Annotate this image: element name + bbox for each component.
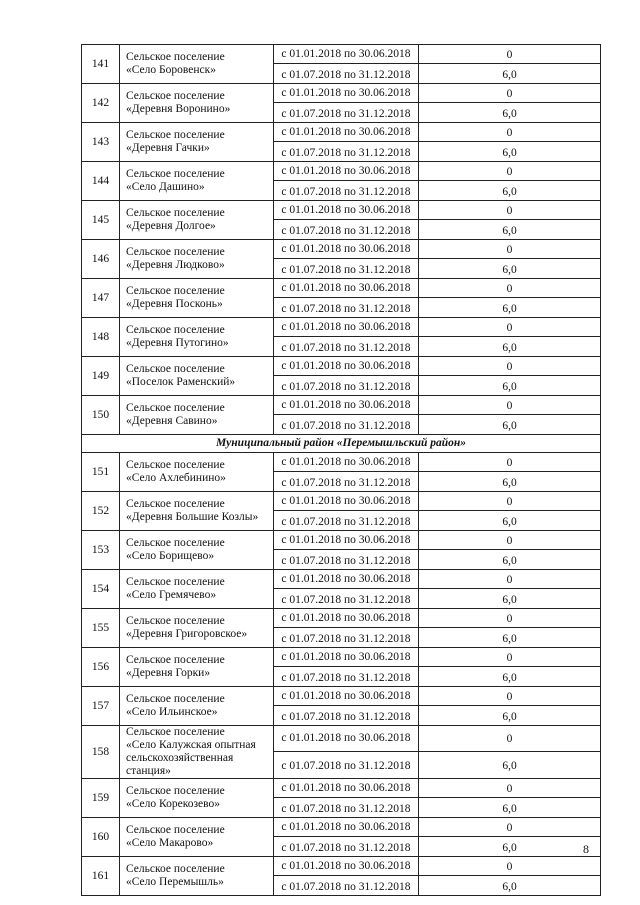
settlement-name-line: Сельское поселение — [126, 168, 225, 180]
period-cell: с 01.01.2018 по 30.06.2018 — [274, 123, 419, 142]
period-cell: с 01.01.2018 по 30.06.2018 — [274, 396, 419, 415]
settlement-name-line: Сельское поселение — [126, 324, 225, 336]
settlement-name-line: «Деревня Воронино» — [126, 103, 231, 115]
settlement-name-line: «Село Калужская опытная — [126, 739, 256, 751]
rate-value-cell: 6,0 — [419, 589, 601, 609]
rates-table — [81, 44, 601, 896]
table-row — [82, 857, 601, 876]
table-row — [82, 240, 601, 259]
table-row — [82, 45, 601, 64]
rate-value-cell: 0 — [419, 531, 601, 550]
row-number: 141 — [82, 45, 120, 84]
settlement-name-line: «Село Боровенск» — [126, 64, 216, 76]
row-number: 158 — [82, 726, 120, 779]
rate-value-cell: 0 — [419, 240, 601, 259]
period-cell: с 01.01.2018 по 30.06.2018 — [274, 570, 419, 589]
period-cell: с 01.01.2018 по 30.06.2018 — [274, 492, 419, 511]
rate-value-cell: 0 — [419, 857, 601, 876]
settlement-name-line: Сельское поселение — [126, 207, 225, 219]
table-row — [82, 726, 601, 752]
rate-value-cell: 6,0 — [419, 64, 601, 84]
rate-value-cell: 0 — [419, 123, 601, 142]
period-cell: с 01.01.2018 по 30.06.2018 — [274, 201, 419, 220]
period-cell: с 01.07.2018 по 31.12.2018 — [274, 667, 419, 687]
rate-value-cell: 0 — [419, 687, 601, 706]
settlement-name-line: Сельское поселение — [126, 402, 225, 414]
period-cell: с 01.01.2018 по 30.06.2018 — [274, 687, 419, 706]
rate-value-cell: 0 — [419, 609, 601, 628]
settlement-name — [120, 201, 274, 240]
table-row — [82, 570, 601, 589]
settlement-name-line: «Деревня Гачки» — [126, 142, 210, 154]
period-cell: с 01.01.2018 по 30.06.2018 — [274, 779, 419, 798]
settlement-name-line: «Деревня Посконь» — [126, 298, 223, 310]
table-row — [82, 453, 601, 472]
table-row — [82, 687, 601, 706]
rate-value-cell: 6,0 — [419, 798, 601, 818]
period-cell: с 01.07.2018 по 31.12.2018 — [274, 472, 419, 492]
period-cell: с 01.07.2018 по 31.12.2018 — [274, 103, 419, 123]
table-row — [82, 201, 601, 220]
rate-value-cell: 6,0 — [419, 103, 601, 123]
period-cell: с 01.07.2018 по 31.12.2018 — [274, 706, 419, 726]
settlement-name-line: Сельское поселение — [126, 576, 225, 588]
rate-value-cell: 0 — [419, 396, 601, 415]
table-row — [82, 396, 601, 415]
period-cell: с 01.07.2018 по 31.12.2018 — [274, 550, 419, 570]
period-cell: с 01.01.2018 по 30.06.2018 — [274, 240, 419, 259]
settlement-name — [120, 279, 274, 318]
rate-value-cell: 6,0 — [419, 550, 601, 570]
rate-value-cell: 6,0 — [419, 337, 601, 357]
rate-value-cell: 6,0 — [419, 706, 601, 726]
rate-value-cell: 6,0 — [419, 376, 601, 396]
settlement-name-line: Сельское поселение — [126, 654, 225, 666]
row-number: 144 — [82, 162, 120, 201]
section-header: Муниципальный район «Перемышльский район» — [82, 435, 601, 453]
settlement-name-line: Сельское поселение — [126, 285, 225, 297]
period-cell: с 01.01.2018 по 30.06.2018 — [274, 818, 419, 837]
period-cell: с 01.07.2018 по 31.12.2018 — [274, 837, 419, 857]
table-row — [82, 123, 601, 142]
period-cell: с 01.07.2018 по 31.12.2018 — [274, 798, 419, 818]
settlement-name-line: Сельское поселение — [126, 693, 225, 705]
period-cell: с 01.07.2018 по 31.12.2018 — [274, 220, 419, 240]
settlement-name — [120, 779, 274, 818]
settlement-name-line: «Деревня Савино» — [126, 415, 218, 427]
row-number: 145 — [82, 201, 120, 240]
table-row — [82, 818, 601, 837]
row-number: 153 — [82, 531, 120, 570]
settlement-name-line: Сельское поселение — [126, 363, 225, 375]
settlement-name-line: «Село Гремячево» — [126, 589, 217, 601]
table-row — [82, 531, 601, 550]
table-row — [82, 84, 601, 103]
period-cell: с 01.01.2018 по 30.06.2018 — [274, 453, 419, 472]
rate-value-cell: 6,0 — [419, 751, 601, 778]
settlement-name-line: «Село Дашино» — [126, 181, 205, 193]
settlement-name-line: Сельское поселение — [126, 246, 225, 258]
settlement-name-line: «Деревня Горки» — [126, 667, 211, 679]
table-row — [82, 162, 601, 181]
page-number: 8 — [583, 842, 589, 856]
rate-value-cell: 0 — [419, 570, 601, 589]
row-number: 142 — [82, 84, 120, 123]
settlement-name — [120, 240, 274, 279]
period-cell: с 01.01.2018 по 30.06.2018 — [274, 609, 419, 628]
rate-value-cell: 0 — [419, 201, 601, 220]
row-number: 157 — [82, 687, 120, 726]
period-cell: с 01.01.2018 по 30.06.2018 — [274, 726, 419, 752]
settlement-name — [120, 45, 274, 84]
rate-value-cell: 0 — [419, 492, 601, 511]
settlement-name-line: «Село Макарово» — [126, 837, 214, 849]
settlement-name — [120, 570, 274, 609]
row-number: 152 — [82, 492, 120, 531]
settlement-name-line: «Село Перемышль» — [126, 876, 224, 888]
rate-value-cell: 6,0 — [419, 142, 601, 162]
settlement-name-line: станция» — [126, 765, 171, 777]
settlement-name-line: «Село Ильинское» — [126, 706, 218, 718]
period-cell: с 01.07.2018 по 31.12.2018 — [274, 298, 419, 318]
settlement-name — [120, 609, 274, 648]
settlement-name-line: «Село Борищево» — [126, 550, 215, 562]
period-cell: с 01.01.2018 по 30.06.2018 — [274, 857, 419, 876]
row-number: 160 — [82, 818, 120, 857]
settlement-name — [120, 162, 274, 201]
period-cell: с 01.07.2018 по 31.12.2018 — [274, 751, 419, 778]
rate-value-cell: 0 — [419, 779, 601, 798]
rate-value-cell: 0 — [419, 453, 601, 472]
settlement-name — [120, 318, 274, 357]
rate-value-cell: 0 — [419, 318, 601, 337]
rate-value-cell: 0 — [419, 279, 601, 298]
period-cell: с 01.01.2018 по 30.06.2018 — [274, 45, 419, 64]
row-number: 149 — [82, 357, 120, 396]
settlement-name-line: «Деревня Долгое» — [126, 220, 216, 232]
period-cell: с 01.07.2018 по 31.12.2018 — [274, 337, 419, 357]
period-cell: с 01.07.2018 по 31.12.2018 — [274, 415, 419, 435]
rate-value-cell: 6,0 — [419, 259, 601, 279]
row-number: 150 — [82, 396, 120, 435]
period-cell: с 01.01.2018 по 30.06.2018 — [274, 531, 419, 550]
rate-value-cell: 0 — [419, 357, 601, 376]
rate-value-cell: 0 — [419, 45, 601, 64]
settlement-name-line: Сельское поселение — [126, 863, 225, 875]
settlement-name-line: Сельское поселение — [126, 537, 225, 549]
period-cell: с 01.07.2018 по 31.12.2018 — [274, 628, 419, 648]
settlement-name — [120, 726, 274, 779]
settlement-name-line: «Деревня Путогино» — [126, 337, 229, 349]
table-row — [82, 318, 601, 337]
settlement-name — [120, 857, 274, 896]
settlement-name — [120, 531, 274, 570]
rate-value-cell: 0 — [419, 726, 601, 752]
row-number: 143 — [82, 123, 120, 162]
rate-value-cell: 6,0 — [419, 511, 601, 531]
period-cell: с 01.01.2018 по 30.06.2018 — [274, 84, 419, 103]
settlement-name-line: «Деревня Людково» — [126, 259, 225, 271]
rate-value-cell: 6,0 — [419, 181, 601, 201]
settlement-name-line: Сельское поселение — [126, 129, 225, 141]
row-number: 146 — [82, 240, 120, 279]
period-cell: с 01.07.2018 по 31.12.2018 — [274, 589, 419, 609]
rate-value-cell: 6,0 — [419, 220, 601, 240]
settlement-name — [120, 648, 274, 687]
period-cell: с 01.07.2018 по 31.12.2018 — [274, 511, 419, 531]
period-cell: с 01.01.2018 по 30.06.2018 — [274, 162, 419, 181]
rate-value-cell: 6,0 — [419, 667, 601, 687]
period-cell: с 01.01.2018 по 30.06.2018 — [274, 648, 419, 667]
table-row — [82, 648, 601, 667]
settlement-name-line: Сельское поселение — [126, 615, 225, 627]
section-header-row — [82, 435, 601, 453]
settlement-name-line: Сельское поселение — [126, 498, 225, 510]
period-cell: с 01.07.2018 по 31.12.2018 — [274, 64, 419, 84]
period-cell: с 01.01.2018 по 30.06.2018 — [274, 357, 419, 376]
row-number: 161 — [82, 857, 120, 896]
table-row — [82, 279, 601, 298]
settlement-name — [120, 687, 274, 726]
settlement-name-line: «Деревня Большие Козлы» — [126, 511, 259, 523]
settlement-name — [120, 123, 274, 162]
period-cell: с 01.07.2018 по 31.12.2018 — [274, 376, 419, 396]
settlement-name — [120, 453, 274, 492]
settlement-name-line: «Деревня Григоровское» — [126, 628, 248, 640]
settlement-name-line: сельскохозяйственная — [126, 752, 234, 764]
settlement-name-line: Сельское поселение — [126, 824, 225, 836]
rate-value-cell: 6,0 — [419, 298, 601, 318]
settlement-name — [120, 818, 274, 857]
rate-value-cell: 0 — [419, 648, 601, 667]
period-cell: с 01.07.2018 по 31.12.2018 — [274, 876, 419, 896]
rate-value-cell: 6,0 — [419, 876, 601, 896]
settlement-name-line: Сельское поселение — [126, 785, 225, 797]
rate-value-cell: 0 — [419, 162, 601, 181]
period-cell: с 01.07.2018 по 31.12.2018 — [274, 181, 419, 201]
rate-value-cell: 0 — [419, 84, 601, 103]
table-row — [82, 779, 601, 798]
period-cell: с 01.07.2018 по 31.12.2018 — [274, 142, 419, 162]
rate-value-cell: 6,0 — [419, 628, 601, 648]
settlement-name — [120, 492, 274, 531]
period-cell: с 01.01.2018 по 30.06.2018 — [274, 318, 419, 337]
settlement-name-line: Сельское поселение — [126, 90, 225, 102]
row-number: 147 — [82, 279, 120, 318]
settlement-name-line: Сельское поселение — [126, 51, 225, 63]
row-number: 151 — [82, 453, 120, 492]
settlement-name-line: «Село Корекозево» — [126, 798, 220, 810]
settlement-name-line: Сельское поселение — [126, 726, 225, 738]
table-row — [82, 492, 601, 511]
row-number: 148 — [82, 318, 120, 357]
rate-value-cell: 6,0 — [419, 472, 601, 492]
rate-value-cell: 6,0 — [419, 837, 601, 857]
settlement-name — [120, 84, 274, 123]
row-number: 154 — [82, 570, 120, 609]
period-cell: с 01.01.2018 по 30.06.2018 — [274, 279, 419, 298]
period-cell: с 01.07.2018 по 31.12.2018 — [274, 259, 419, 279]
row-number: 155 — [82, 609, 120, 648]
settlement-name-line: «Село Ахлебинино» — [126, 472, 226, 484]
settlement-name — [120, 396, 274, 435]
settlement-name — [120, 357, 274, 396]
row-number: 156 — [82, 648, 120, 687]
rate-value-cell: 0 — [419, 818, 601, 837]
row-number: 159 — [82, 779, 120, 818]
rate-value-cell: 6,0 — [419, 415, 601, 435]
settlement-name-line: Сельское поселение — [126, 459, 225, 471]
table-row — [82, 357, 601, 376]
table-row — [82, 609, 601, 628]
settlement-name-line: «Поселок Раменский» — [126, 376, 236, 388]
